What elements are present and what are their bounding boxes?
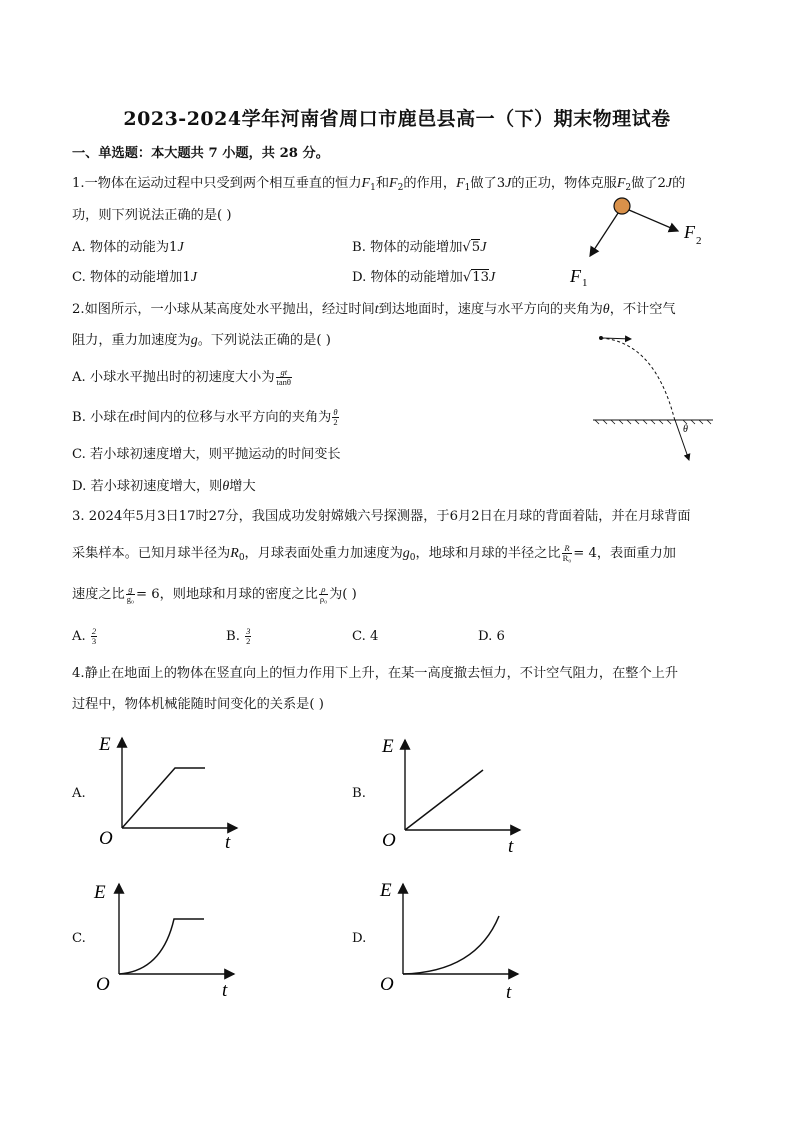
q4-option-b-label[interactable]: B. [352,786,366,801]
q3-stem-line2: 采集样本。已知月球半径为$R_0$，月球表面处重力加速度为$g_0$，地球和月球的半径之比 $\frac{R}{\text{R₀}}$ = 4，表面重力加 [72,543,676,563]
svg-text:t: t [222,980,228,1001]
q2-stem-line2: 阻力，重力加速度为g。下列说法正确的是( ) [72,333,331,348]
q1-text-c: 做了3 [470,176,506,191]
trajectory-path [601,338,675,421]
ball-icon [614,198,630,214]
q2-option-d[interactable]: D. 若小球初速度增大，则θ增大 [72,479,256,494]
q1-text-f: 的 [672,176,686,191]
q1-f2: F [389,176,398,191]
q4-stem-line1: 4.静止在地面上的物体在竖直向上的恒力作用下上升，在某一高度撤去恒力，不计空气阻力，在整个上升 [72,666,679,681]
q1-option-a[interactable]: A. 物体的动能为1J [72,240,184,255]
q4-option-d-label[interactable]: D. [352,931,367,946]
svg-text:O: O [382,830,396,851]
q1-force-diagram [560,190,730,290]
page-title: 2023-2024学年河南省周口市鹿邑县高一（下）期末物理试卷 [123,108,671,130]
ground-hatch [595,420,711,424]
svg-text:t: t [508,836,514,857]
q2-option-c[interactable]: C. 若小球初速度增大，则平抛运动的时间变长 [72,447,341,462]
q1-text-e: 做了2 [631,176,666,191]
q2-option-a[interactable]: A. 小球水平抛出时的初速度大小为 $\frac{gt}{\tan\theta}$ [72,367,291,387]
f2-arrow [622,207,678,231]
svg-text:O: O [99,828,113,849]
q1-stem-line2: 功，则下列说法正确的是( ) [72,208,232,223]
q3-option-c[interactable]: C. 4 [352,629,379,644]
q4-graph-c [92,876,252,1006]
q2-stem-line1: 2.如图所示，一小球从某高度处水平抛出，经过时间t到达地面时，速度与水平方向的夹角为θ，不计空气 [72,302,676,317]
graph-d-curve [403,916,499,974]
q4-option-a-label[interactable]: A. [72,786,86,801]
q1-f1-b: F [456,176,465,191]
q3-option-d[interactable]: D. 6 [478,629,505,644]
f1-arrow [590,207,622,256]
svg-text:E: E [94,882,106,903]
fig-theta-label: θ [683,424,688,435]
svg-text:E: E [99,734,111,755]
graph-c-curve [119,919,204,974]
q2-option-b[interactable]: B. 小球在t时间内的位移与水平方向的夹角为 $\frac{\theta}{2}$ [72,407,338,427]
q1-f1: F [361,176,371,191]
q1-stem-line1: 1.一物体在运动过程中只受到两个相互垂直的恒力$F_1$和$F_2$的作用，$F_1$做了3J的正功，物体克服$F_2$做了2J的 [72,176,686,193]
svg-text:E: E [382,736,394,757]
q1-and: 和 [375,176,390,191]
q4-graph-d [376,876,536,1006]
q4-graph-a [95,730,255,860]
q4-option-c-label[interactable]: C. [72,931,86,946]
graph-b-curve [405,770,483,830]
q1-option-d[interactable]: D. 物体的动能增加√13J [352,270,496,285]
svg-text:t: t [506,982,512,1003]
q1-unit-b: J [665,176,673,191]
q1-text-b: 的作用， [403,176,457,191]
q1-text-d: 的正功，物体克服 [511,176,617,191]
svg-text:t: t [225,832,231,853]
graph-a-curve [122,768,205,828]
fig-f2-label: F [684,222,695,242]
q1-f2-b: F [616,176,626,191]
svg-text:O: O [380,974,394,995]
svg-text:E: E [380,880,392,901]
q3-stem-line3: 速度之比 $\frac{g}{\text{g₀}}$ = 6，则地球和月球的密度之比 $\frac{\rho}{\text{ρ₀}}$ 为( ) [72,584,357,604]
q3-option-a[interactable]: A. $\frac{2}{3}$ [72,626,97,646]
q2-projectile-diagram [585,328,725,468]
q1-text: 1.一物体在运动过程中只受到两个相互垂直的恒力 [72,176,362,191]
fig-f1-sub: 1 [582,277,588,289]
q1-option-c[interactable]: C. 物体的动能增加1J [72,270,197,285]
q4-stem-line2: 过程中，物体机械能随时间变化的关系是( ) [72,697,324,712]
q3-stem-line1: 3. 2024年5月3日17时27分，我国成功发射嫦娥六号探测器，于6月2日在月球的背面着陆，并在月球背面 [72,509,691,524]
q1-option-b[interactable]: B. 物体的动能增加√5J [352,240,487,255]
svg-text:O: O [96,974,110,995]
q1-unit: J [505,176,512,191]
section-heading: 一、单选题：本大题共 7 小题，共 28 分。 [72,146,329,161]
q3-option-b[interactable]: B. $\frac{3}{2}$ [226,626,251,646]
fig-f2-sub: 2 [696,235,702,247]
q4-graph-b [378,732,538,862]
fig-f1-label: F [570,266,581,286]
